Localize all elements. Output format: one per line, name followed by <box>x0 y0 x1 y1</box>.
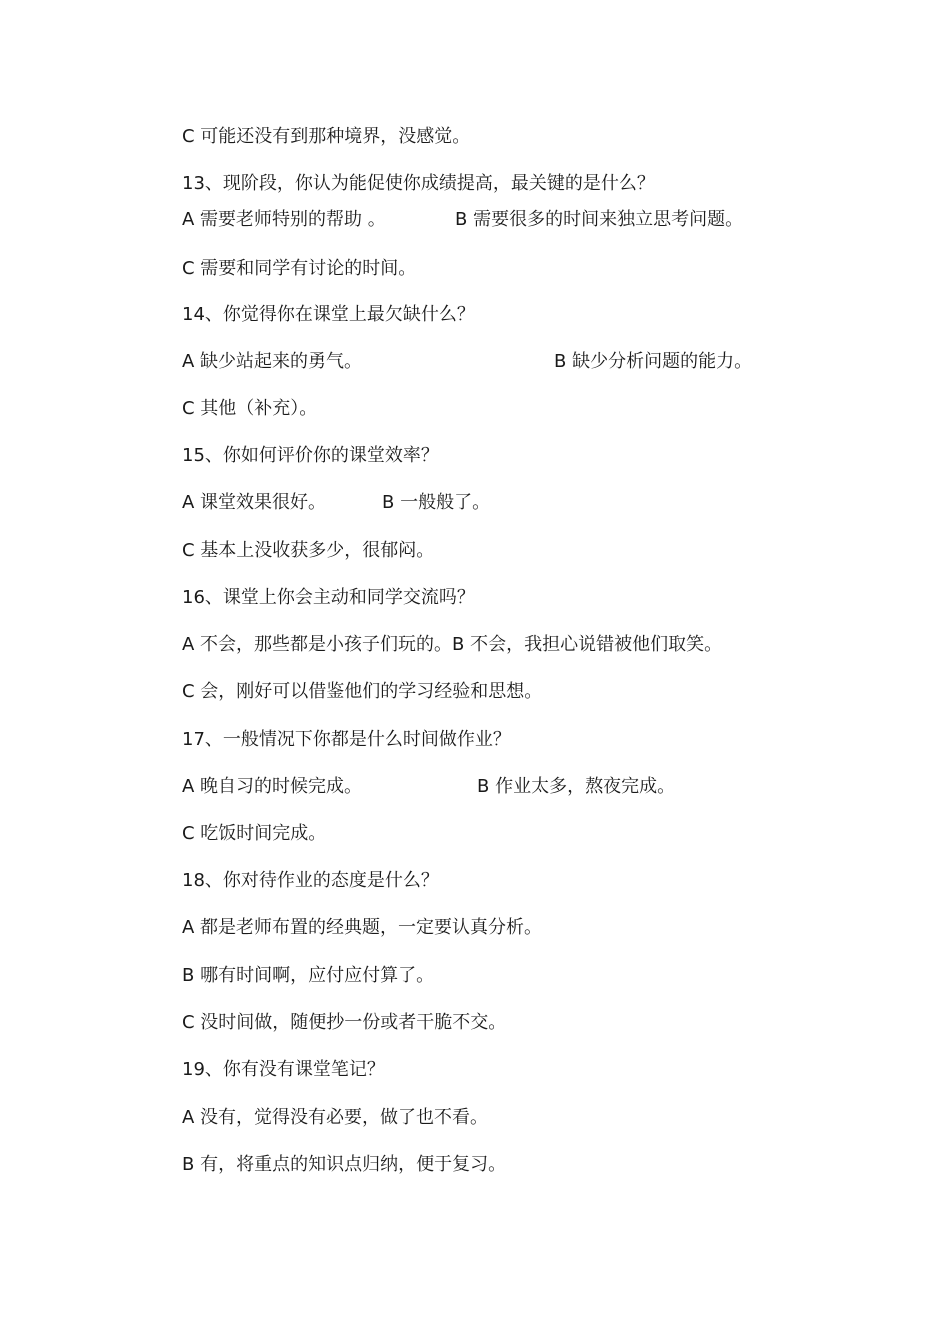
options-16ab <box>182 633 722 657</box>
option-17a: A 晚自习的时候完成。 <box>182 776 363 797</box>
option-text: C 需要和同学有讨论的时间。 <box>182 258 417 279</box>
option-text: C 基本上没收获多少，很郁闷。 <box>182 540 435 561</box>
option-15c <box>182 539 434 563</box>
option-13c <box>182 257 416 281</box>
question-15 <box>182 444 439 468</box>
option-16c <box>182 680 542 704</box>
option-text: C 可能还没有到那种境界，没感觉。 <box>182 126 471 147</box>
option-text: A 不会，那些都是小孩子们玩的。B 不会，我担心说错被他们取笑。 <box>182 634 723 655</box>
question-text: 14、你觉得你在课堂上最欠缺什么？ <box>182 304 475 325</box>
question-text: 16、课堂上你会主动和同学交流吗？ <box>182 587 475 608</box>
option-text: B 有，将重点的知识点归纳，便于复习。 <box>182 1154 507 1175</box>
question-13 <box>182 172 655 196</box>
option-text: C 没时间做，随便抄一份或者干脆不交。 <box>182 1012 507 1033</box>
option-13b: B 需要很多的时间来独立思考问题。 <box>455 209 744 230</box>
option-14b: B 缺少分析问题的能力。 <box>554 351 753 372</box>
question-16 <box>182 586 475 610</box>
option-18a <box>182 916 542 940</box>
option-17c <box>182 822 326 846</box>
option-19b <box>182 1153 506 1177</box>
option-15a: A 课堂效果很好。 <box>182 492 327 513</box>
question-text: 13、现阶段，你认为能促使你成绩提高，最关键的是什么？ <box>182 173 655 194</box>
option-text: C 会，刚好可以借鉴他们的学习经验和思想。 <box>182 681 543 702</box>
question-18 <box>182 869 439 893</box>
question-text: 19、你有没有课堂笔记？ <box>182 1059 385 1080</box>
option-14a: A 缺少站起来的勇气。 <box>182 351 363 372</box>
option-17b: B 作业太多，熬夜完成。 <box>477 776 676 797</box>
option-text: C 其他（补充）。 <box>182 398 318 419</box>
question-14 <box>182 303 475 327</box>
question-text: 15、你如何评价你的课堂效率？ <box>182 445 439 466</box>
option-13a: A 需要老师特别的帮助 。 <box>182 209 386 230</box>
question-19 <box>182 1058 385 1082</box>
question-17 <box>182 728 511 752</box>
option-19a <box>182 1106 488 1130</box>
option-text: C 吃饭时间完成。 <box>182 823 327 844</box>
question-text: 17、一般情况下你都是什么时间做作业？ <box>182 729 511 750</box>
option-18b <box>182 964 434 988</box>
option-15b: B 一般般了。 <box>382 492 491 513</box>
option-14c <box>182 397 317 421</box>
option-text: A 没有，觉得没有必要，做了也不看。 <box>182 1107 489 1128</box>
question-text: 18、你对待作业的态度是什么？ <box>182 870 439 891</box>
option-18c <box>182 1011 506 1035</box>
option-text: A 都是老师布置的经典题，一定要认真分析。 <box>182 917 543 938</box>
option-12c <box>182 125 470 149</box>
option-text: B 哪有时间啊，应付应付算了。 <box>182 965 435 986</box>
